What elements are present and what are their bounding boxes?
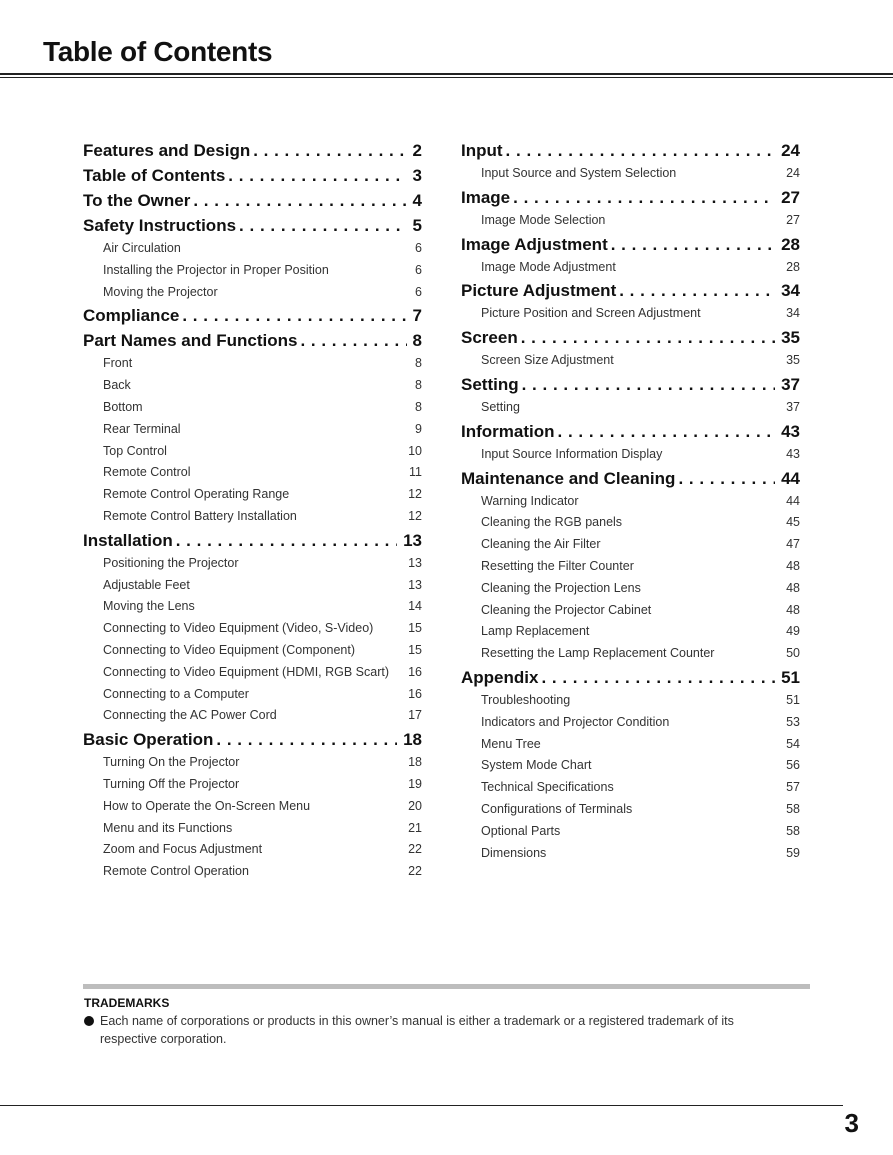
toc-entry-label: Input bbox=[461, 141, 503, 160]
toc-entry-page: 22 bbox=[408, 864, 422, 879]
toc-entry-page: 19 bbox=[408, 776, 422, 791]
dot-leader bbox=[619, 278, 775, 303]
toc-entry-label: Turning On the Projector bbox=[103, 755, 240, 770]
toc-entry-label: Positioning the Projector bbox=[103, 555, 239, 570]
toc-entry-label: Remote Control Operating Range bbox=[103, 487, 290, 502]
toc-section-entry[interactable] bbox=[461, 232, 800, 257]
toc-entry-page: 48 bbox=[786, 602, 800, 617]
toc-section-entry[interactable] bbox=[461, 372, 800, 397]
toc-subsection-entry[interactable] bbox=[83, 484, 422, 506]
toc-entry-label: Input Source and System Selection bbox=[481, 166, 677, 180]
toc-entry-label: Installation bbox=[83, 530, 173, 550]
trademarks-text: Each name of corporations or products in this owner’s manual is either a trademark or a registered trademark of its respective corporation. bbox=[100, 1014, 734, 1046]
dot-leader bbox=[300, 328, 406, 353]
toc-entry-label: Image Mode Selection bbox=[481, 212, 606, 227]
toc-entry-page: 12 bbox=[408, 508, 422, 523]
footer-rule bbox=[0, 1105, 843, 1106]
toc-entry-page: 58 bbox=[786, 801, 800, 816]
toc-entry-label: Bottom bbox=[103, 399, 143, 414]
toc-subsection-entry[interactable] bbox=[461, 690, 800, 712]
page-number: 3 bbox=[844, 1108, 859, 1138]
toc-entry-label: Input Source Information Display bbox=[481, 446, 663, 461]
toc-subsection-entry[interactable] bbox=[83, 353, 422, 375]
toc-entry-label: Installing the Projector in Proper Position bbox=[103, 262, 329, 277]
toc-subsection-entry[interactable] bbox=[83, 553, 422, 575]
dot-leader bbox=[513, 185, 775, 210]
toc-entry-page: 28 bbox=[781, 234, 800, 254]
toc-subsection-entry[interactable] bbox=[461, 799, 800, 821]
toc-entry-page: 13 bbox=[403, 530, 422, 550]
toc-entry-label: Adjustable Feet bbox=[103, 577, 190, 592]
toc-entry-label: Back bbox=[103, 378, 131, 393]
trademarks-divider bbox=[83, 984, 810, 989]
page-title: Table of Contents bbox=[43, 36, 273, 67]
toc-entry-page: 13 bbox=[408, 577, 422, 592]
toc-entry-label: Appendix bbox=[461, 667, 539, 687]
toc-subsection-entry[interactable] bbox=[461, 777, 800, 799]
toc-subsection-entry[interactable] bbox=[83, 662, 422, 684]
toc-entry-label: System Mode Chart bbox=[481, 758, 592, 773]
toc-entry-label: Cleaning the Projector Cabinet bbox=[481, 602, 652, 617]
toc-subsection-entry[interactable] bbox=[461, 755, 800, 777]
toc-entry-page: 48 bbox=[786, 580, 800, 595]
toc-subsection-entry[interactable] bbox=[83, 260, 422, 282]
toc-entry-label: Top Control bbox=[103, 443, 167, 458]
toc-section-entry[interactable] bbox=[83, 163, 422, 188]
toc-entry-page: 13 bbox=[408, 555, 422, 570]
toc-entry-page: 24 bbox=[786, 166, 800, 180]
toc-entry-label: Basic Operation bbox=[83, 730, 214, 750]
toc-entry-page: 49 bbox=[786, 624, 800, 639]
toc-entry-page: 10 bbox=[408, 443, 422, 458]
dot-leader bbox=[558, 419, 776, 444]
toc-entry-label: Picture Adjustment bbox=[461, 281, 617, 301]
toc-entry-page: 54 bbox=[786, 736, 800, 751]
toc-subsection-entry[interactable] bbox=[83, 818, 422, 840]
toc-subsection-entry[interactable] bbox=[461, 843, 800, 865]
toc-section-entry[interactable] bbox=[461, 325, 800, 350]
toc-entry-page: 44 bbox=[781, 468, 800, 488]
toc-entry-label: Cleaning the RGB panels bbox=[481, 515, 623, 530]
toc-entry-label: To the Owner bbox=[83, 191, 191, 210]
title-rule-thin bbox=[0, 77, 893, 78]
toc-subsection-entry[interactable] bbox=[83, 618, 422, 640]
toc-entry-label: Turning Off the Projector bbox=[103, 776, 240, 791]
toc-subsection-entry[interactable] bbox=[461, 444, 800, 466]
toc-subsection-entry[interactable] bbox=[461, 350, 800, 372]
toc-entry-page: 16 bbox=[408, 686, 422, 701]
toc-section-entry[interactable] bbox=[461, 278, 800, 303]
dot-leader bbox=[216, 727, 397, 752]
toc-entry-page: 17 bbox=[408, 708, 422, 723]
toc-entry-page: 5 bbox=[412, 216, 422, 235]
toc-section-entry[interactable] bbox=[83, 528, 422, 553]
toc-entry-page: 58 bbox=[786, 823, 800, 838]
toc-subsection-entry[interactable] bbox=[461, 257, 800, 279]
toc-entry-page: 27 bbox=[781, 187, 800, 207]
toc-entry-label: Setting bbox=[461, 374, 519, 394]
toc-entry-page: 11 bbox=[409, 465, 422, 480]
toc-entry-page: 21 bbox=[408, 820, 422, 835]
toc-entry-label: Compliance bbox=[83, 306, 180, 326]
toc-entry-label: Rear Terminal bbox=[103, 421, 181, 436]
toc-subsection-entry[interactable] bbox=[83, 796, 422, 818]
toc-entry-label: Features and Design bbox=[83, 141, 251, 160]
toc-entry-label: Dimensions bbox=[481, 845, 547, 860]
dot-leader bbox=[253, 138, 406, 163]
toc-section-entry[interactable] bbox=[461, 185, 800, 210]
toc-subsection-entry[interactable] bbox=[83, 596, 422, 618]
toc-subsection-entry[interactable] bbox=[461, 621, 800, 643]
toc-entry-label: Part Names and Functions bbox=[83, 331, 298, 351]
toc-entry-label: Remote Control bbox=[103, 465, 191, 480]
dot-leader bbox=[521, 325, 775, 350]
toc-entry-label: Setting bbox=[481, 399, 520, 414]
toc-entry-label: Remote Control Battery Installation bbox=[103, 508, 297, 523]
toc-entry-page: 6 bbox=[415, 284, 422, 299]
toc-subsection-entry[interactable] bbox=[83, 375, 422, 397]
bullet-icon bbox=[84, 1015, 96, 1027]
toc-entry-page: 43 bbox=[786, 446, 800, 461]
toc-entry-label: Safety Instructions bbox=[83, 216, 237, 235]
toc-entry-page: 22 bbox=[408, 842, 422, 857]
toc-entry-page: 51 bbox=[786, 692, 800, 707]
toc-entry-label: Resetting the Lamp Replacement Counter bbox=[481, 646, 715, 661]
toc-entry-label: Zoom and Focus Adjustment bbox=[103, 842, 263, 857]
toc-entry-page: 35 bbox=[786, 353, 800, 368]
toc-entry-label: Moving the Lens bbox=[103, 599, 195, 614]
toc-subsection-entry[interactable] bbox=[83, 506, 422, 528]
toc-entry-label: Picture Position and Screen Adjustment bbox=[481, 306, 701, 321]
title-rule bbox=[0, 73, 893, 75]
toc-subsection-entry[interactable] bbox=[461, 643, 800, 665]
toc-subsection-entry[interactable] bbox=[83, 441, 422, 463]
toc-entry-label: Troubleshooting bbox=[481, 692, 571, 707]
toc-entry-page: 43 bbox=[781, 421, 800, 441]
toc-subsection-entry[interactable] bbox=[461, 556, 800, 578]
toc-entry-page: 45 bbox=[786, 515, 800, 530]
toc-entry-label: Table of Contents bbox=[83, 166, 226, 185]
toc-right-column bbox=[461, 138, 800, 864]
toc-entry-label: Screen Size Adjustment bbox=[481, 353, 614, 368]
toc-entry-page: 8 bbox=[415, 399, 422, 414]
toc-entry-page: 15 bbox=[408, 642, 422, 657]
toc-section-entry[interactable] bbox=[83, 328, 422, 353]
toc-entry-page: 8 bbox=[415, 356, 422, 371]
toc-subsection-entry[interactable] bbox=[461, 734, 800, 756]
toc-entry-page: 56 bbox=[786, 758, 800, 773]
toc-entry-label: Moving the Projector bbox=[103, 284, 218, 299]
toc-subsection-entry[interactable] bbox=[83, 684, 422, 706]
toc-entry-page: 34 bbox=[786, 306, 800, 321]
toc-entry-label: Remote Control Operation bbox=[103, 864, 249, 879]
toc-section-entry[interactable] bbox=[83, 188, 422, 213]
toc-entry-label: Resetting the Filter Counter bbox=[481, 558, 634, 573]
toc-entry-page: 57 bbox=[786, 780, 800, 795]
toc-entry-label: Cleaning the Projection Lens bbox=[481, 580, 641, 595]
trademarks-heading: TRADEMARKS bbox=[84, 996, 170, 1010]
toc-subsection-entry[interactable] bbox=[461, 397, 800, 419]
dot-leader bbox=[239, 213, 406, 238]
toc-entry-label: Technical Specifications bbox=[481, 780, 614, 795]
toc-entry-page: 44 bbox=[786, 493, 800, 508]
toc-section-entry[interactable] bbox=[461, 466, 800, 491]
dot-leader bbox=[678, 466, 775, 491]
toc-entry-label: Maintenance and Cleaning bbox=[461, 468, 676, 488]
toc-subsection-entry[interactable] bbox=[461, 578, 800, 600]
toc-entry-label: Image bbox=[461, 187, 511, 207]
toc-entry-page: 53 bbox=[786, 714, 800, 729]
toc-entry-label: How to Operate the On-Screen Menu bbox=[103, 798, 311, 813]
toc-subsection-entry[interactable] bbox=[461, 303, 800, 325]
toc-section-entry[interactable] bbox=[83, 303, 422, 328]
toc-entry-page: 27 bbox=[786, 212, 800, 227]
toc-entry-label: Information bbox=[461, 421, 555, 441]
toc-entry-label: Image Adjustment bbox=[461, 234, 608, 254]
toc-entry-page: 15 bbox=[408, 621, 422, 636]
toc-entry-page: 24 bbox=[781, 141, 800, 160]
toc-entry-page: 8 bbox=[415, 378, 422, 393]
toc-subsection-entry[interactable] bbox=[83, 238, 422, 260]
toc-entry-label: Connecting to a Computer bbox=[103, 686, 249, 701]
toc-subsection-entry[interactable] bbox=[83, 705, 422, 727]
toc-section-entry[interactable] bbox=[461, 665, 800, 690]
toc-entry-page: 47 bbox=[786, 537, 800, 552]
toc-entry-page: 4 bbox=[412, 191, 422, 210]
toc-section-entry[interactable] bbox=[461, 419, 800, 444]
toc-subsection-entry[interactable] bbox=[83, 752, 422, 774]
toc-entry-label: Connecting the AC Power Cord bbox=[103, 708, 277, 723]
toc-section-entry[interactable] bbox=[83, 727, 422, 752]
dot-leader bbox=[182, 303, 406, 328]
dot-leader bbox=[611, 232, 775, 257]
toc-entry-label: Lamp Replacement bbox=[481, 624, 590, 639]
toc-entry-page: 59 bbox=[786, 845, 800, 860]
toc-entry-label: Front bbox=[103, 356, 133, 371]
toc-entry-label: Menu and its Functions bbox=[103, 820, 233, 835]
toc-section-entry[interactable] bbox=[83, 213, 422, 238]
toc-subsection-entry[interactable] bbox=[83, 419, 422, 441]
toc-entry-label: Warning Indicator bbox=[481, 493, 579, 508]
toc-entry-page: 7 bbox=[412, 306, 422, 326]
toc-entry-label: Optional Parts bbox=[481, 823, 561, 838]
toc-entry-label: Connecting to Video Equipment (HDMI, RGB Scart) bbox=[103, 664, 390, 679]
toc-entry-page: 28 bbox=[786, 259, 800, 274]
toc-entry-page: 9 bbox=[415, 421, 422, 436]
toc-subsection-entry[interactable] bbox=[83, 575, 422, 597]
toc-entry-page: 35 bbox=[781, 328, 800, 348]
toc-entry-label: Image Mode Adjustment bbox=[481, 259, 616, 274]
toc-subsection-entry[interactable] bbox=[461, 512, 800, 534]
toc-entry-page: 37 bbox=[786, 399, 800, 414]
dot-leader bbox=[228, 163, 406, 188]
toc-entry-page: 34 bbox=[781, 281, 800, 301]
toc-left-column bbox=[83, 138, 422, 883]
toc-entry-label: Cleaning the Air Filter bbox=[481, 537, 601, 552]
dot-leader bbox=[541, 665, 775, 690]
toc-entry-page: 14 bbox=[408, 599, 422, 614]
toc-subsection-entry[interactable] bbox=[83, 282, 422, 304]
toc-entry-label: Connecting to Video Equipment (Video, S-Video) bbox=[103, 621, 374, 636]
toc-subsection-entry[interactable] bbox=[461, 600, 800, 622]
toc-entry-page: 48 bbox=[786, 558, 800, 573]
toc-entry-page: 3 bbox=[412, 166, 422, 185]
toc-subsection-entry[interactable] bbox=[461, 210, 800, 232]
toc-entry-page: 51 bbox=[781, 667, 800, 687]
toc-subsection-entry[interactable] bbox=[461, 491, 800, 513]
toc-subsection-entry[interactable] bbox=[461, 163, 800, 185]
toc-entry-page: 12 bbox=[408, 487, 422, 502]
toc-entry-label: Indicators and Projector Condition bbox=[481, 714, 670, 729]
toc-section-entry[interactable] bbox=[461, 138, 800, 163]
toc-entry-page: 20 bbox=[408, 798, 422, 813]
toc-entry-page: 6 bbox=[415, 241, 422, 255]
toc-entry-page: 2 bbox=[412, 141, 422, 160]
toc-entry-label: Menu Tree bbox=[481, 736, 541, 751]
toc-subsection-entry[interactable] bbox=[83, 640, 422, 662]
toc-entry-page: 8 bbox=[412, 331, 422, 351]
toc-entry-page: 6 bbox=[415, 262, 422, 277]
toc-subsection-entry[interactable] bbox=[83, 462, 422, 484]
toc-entry-label: Configurations of Terminals bbox=[481, 801, 633, 816]
toc-subsection-entry[interactable] bbox=[461, 534, 800, 556]
toc-subsection-entry[interactable] bbox=[83, 861, 422, 883]
dot-leader bbox=[176, 528, 397, 553]
toc-entry-page: 37 bbox=[781, 374, 800, 394]
toc-subsection-entry[interactable] bbox=[83, 774, 422, 796]
toc-entry-page: 18 bbox=[408, 755, 422, 770]
dot-leader bbox=[193, 188, 406, 213]
toc-subsection-entry[interactable] bbox=[83, 839, 422, 861]
toc-subsection-entry[interactable] bbox=[461, 712, 800, 734]
toc-subsection-entry[interactable] bbox=[83, 397, 422, 419]
toc-entry-page: 50 bbox=[786, 646, 800, 661]
dot-leader bbox=[522, 372, 775, 397]
toc-entry-page: 18 bbox=[403, 730, 422, 750]
toc-entry-label: Connecting to Video Equipment (Component) bbox=[103, 642, 356, 657]
toc-entry-label: Air Circulation bbox=[103, 241, 181, 255]
toc-subsection-entry[interactable] bbox=[461, 821, 800, 843]
toc-section-entry[interactable] bbox=[83, 138, 422, 163]
toc-entry-label: Screen bbox=[461, 328, 518, 348]
toc-entry-page: 16 bbox=[408, 664, 422, 679]
dot-leader bbox=[506, 138, 776, 163]
